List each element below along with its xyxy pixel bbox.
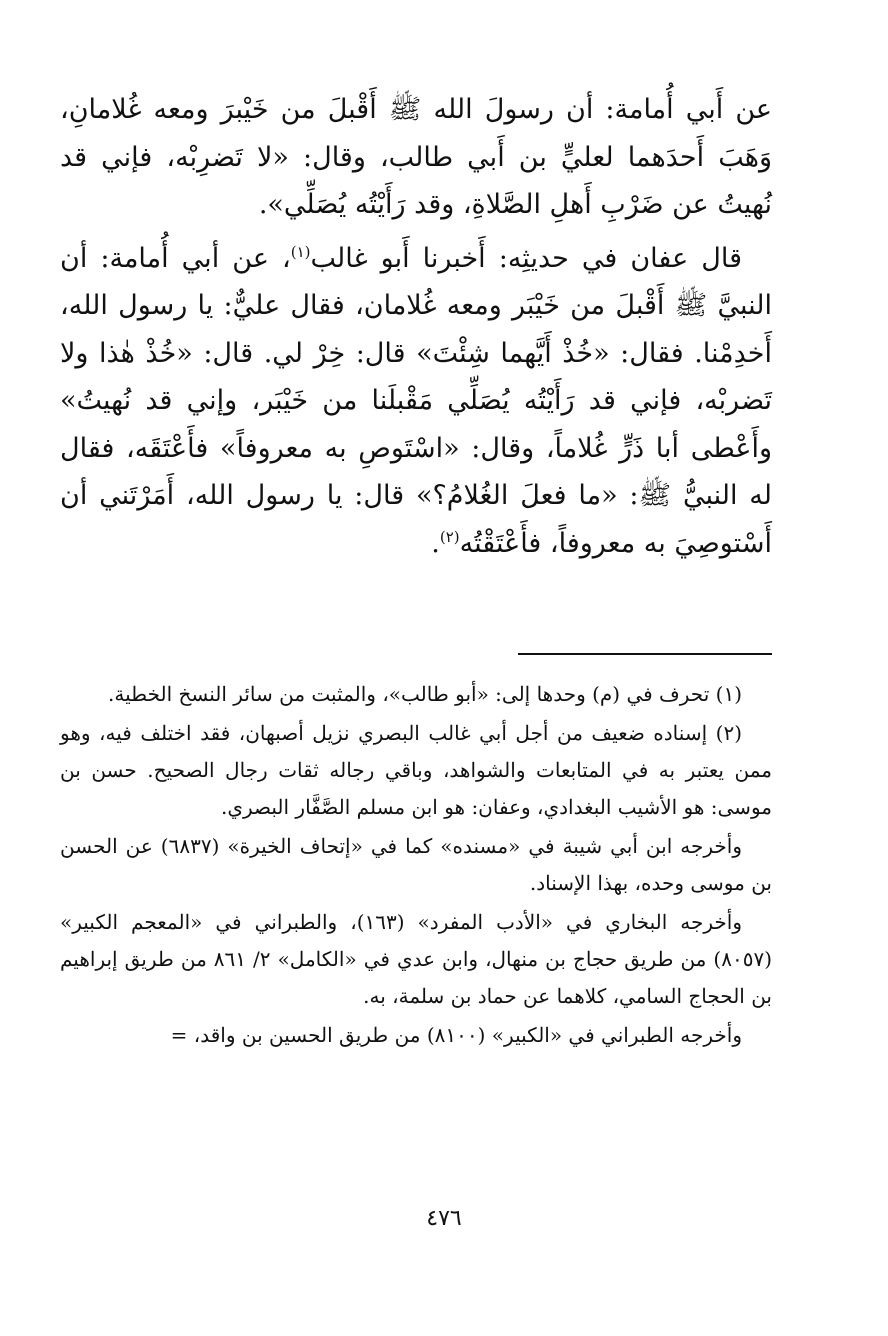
footnote-2: (٢) إسناده ضعيف من أجل أبي غالب البصري نزيل أصبهان، فقد اختلف فيه، وهو ممن يعتبر به في المتابعات والشواهد، وباقي رجاله ثقات رجال الصحيح. حسن بن موسى: هو الأشيب البغدادي، وعفان: هو ابن مسلم الصَّفَّار البصري. [60,721,772,819]
footnote-ref-1: (١) [290,242,311,261]
paragraph-2-start: قال عفان في حديثِه: أَخبرنا أَبو غالب [310,242,742,274]
footnote-ref-2: (٢) [439,527,460,546]
paragraph-2 [60,235,772,568]
main-text-block [60,86,772,567]
hadith-text [60,86,772,567]
page-number: ٤٧٦ [426,1206,462,1231]
paragraph-2-end: . [431,527,440,559]
paragraph-2-body: ، عن أبي أُمامة: أن النبيَّ ﷺ أَقْبلَ من خَيْبَر ومعه غُلامان، فقال عليٌّ: يا رسول الله، أَخدِمْنا. فقال: «خُذْ أَيَّهما شِئْتَ» قال: خِرْ لي. قال: «خُذْ هٰذا ولا تَضربْه، فإني قد رَأَيْتُه يُصَلِّي مَقْبلَنا من خَيْبَر، وإني قد نُهيتُ» وأَعْطى أبا ذَرٍّ غُلاماً، وقال: «اسْتَوصِ به معروفاً» فأَعْتَقَه، فقال له النبيُّ ﷺ: «ما فعلَ الغُلامُ؟» قال: يا رسول الله، أَمَرْتَني أن أَسْتوصِيَ به معروفاً، فأَعْتَقْتُه [60,242,772,559]
footnote-5: وأخرجه الطبراني في «الكبير» (٨١٠٠) من طريق الحسين بن واقد، = [170,1023,742,1047]
footnotes-block [60,676,772,1056]
footnote-4: وأخرجه البخاري في «الأدب المفرد» (١٦٣)، والطبراني في «المعجم الكبير» (٨٠٥٧) من طريق حجاج بن منهال، وابن عدي في «الكامل» ٢/ ٨٦١ من طريق إبراهيم بن الحجاج السامي، كلاهما عن حماد بن سلمة، به. [60,910,772,1008]
footnote-3: وأخرجه ابن أبي شيبة في «مسنده» كما في «إتحاف الخيرة» (٦٨٣٧) عن الحسن بن موسى وحده، بهذا الإسناد. [60,834,772,895]
footnote-divider [518,653,772,655]
footnote-1: (١) تحرف في (م) وحدها إلى: «أبو طالب»، والمثبت من سائر النسخ الخطية. [108,682,742,706]
paragraph-1: عن أَبي أُمامة: أن رسولَ الله ﷺ أَقْبلَ من خَيْبرَ ومعه غُلامانِ، وَهَبَ أَحدَهما لعليٍّ بن أَبي طالب، وقال: «لا تَضرِبْه، فإني قد نُهيتُ عن ضَرْبِ أَهلِ الصَّلاةِ، وقد رَأَيْتُه يُصَلِّي». [60,94,772,220]
